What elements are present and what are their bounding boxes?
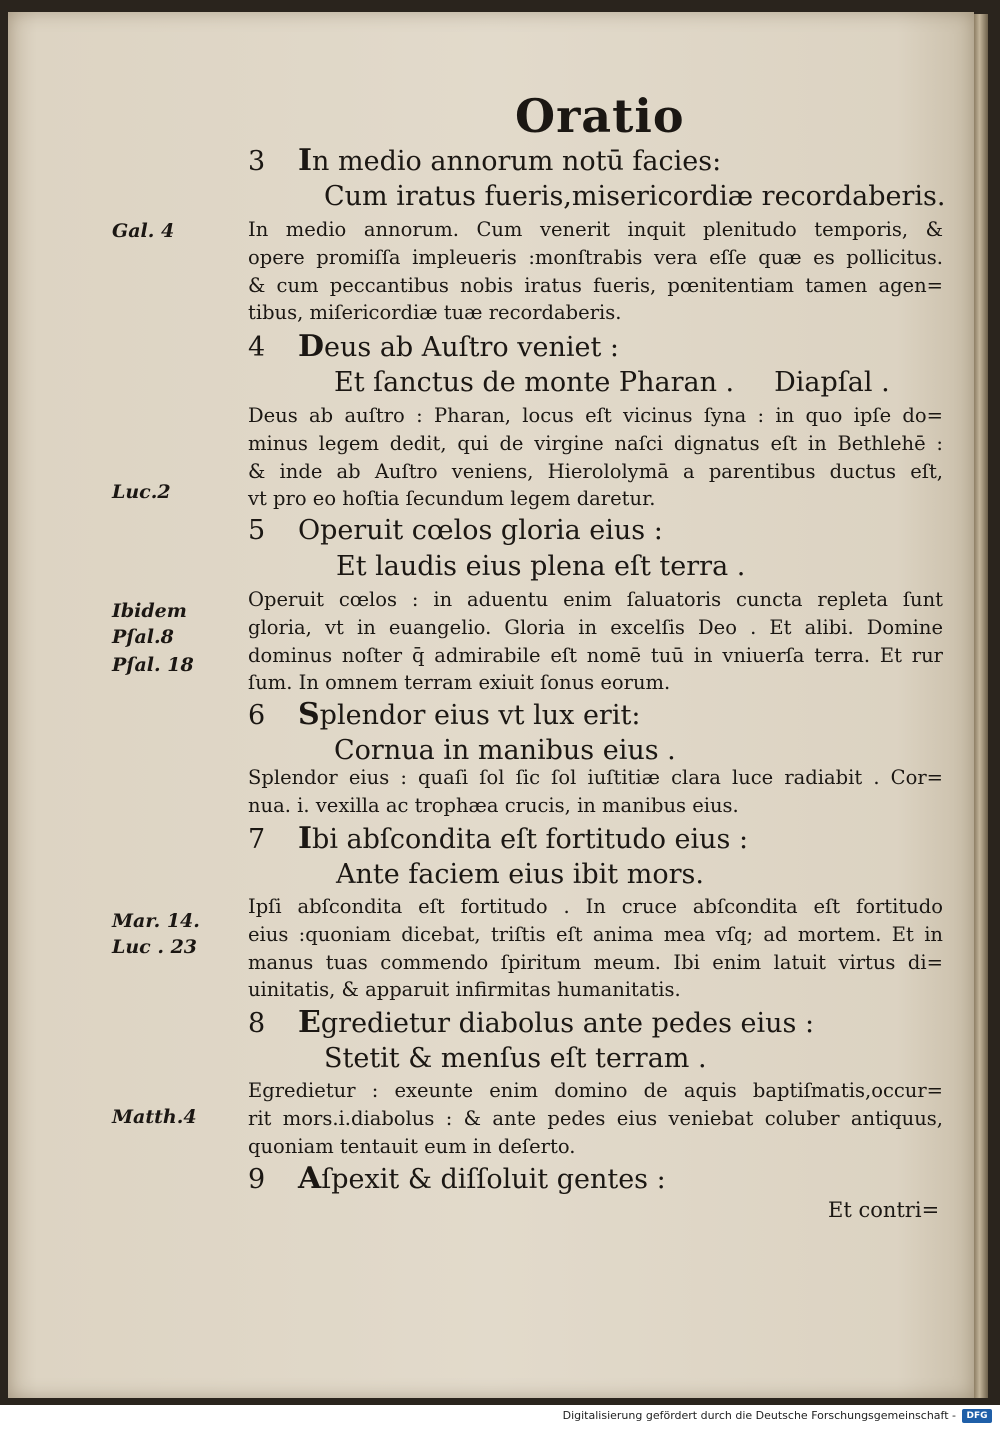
commentary-line: uinitatis, & apparuit infirmitas humanitatis. xyxy=(248,978,681,1002)
marginal-reference: Pſal.8 xyxy=(112,626,174,648)
footer-credit: Digitalisierung gefördert durch die Deutsche Forschungsgemeinschaft - xyxy=(562,1409,956,1422)
commentary-8 xyxy=(248,1077,943,1160)
commentary-line: ſum. In omnem terram exiuit ſonus eorum. xyxy=(248,671,671,695)
marginal-reference: Matth.4 xyxy=(112,1106,197,1128)
verse-8-line-2: Stetit & menſus eſt terram . xyxy=(324,1043,707,1074)
page-title: Oratio xyxy=(515,89,685,143)
verse-4-line-2 xyxy=(334,366,890,400)
drop-initial: E xyxy=(298,1005,321,1040)
commentary-line: rit mors.i.diabolus : & ante pedes eius veniebat coluber antiquus, xyxy=(248,1106,943,1130)
commentary-line: Ipſi abſcondita eſt fortitudo . In cruce abſcondita eſt fortitudo xyxy=(248,895,943,918)
verse-3-line-1 xyxy=(248,144,721,179)
marginal-reference: Pſal. 18 xyxy=(112,654,194,676)
verse-9-line-1 xyxy=(248,1162,666,1197)
commentary-line: Splendor eius : quaſi ſol ſic ſol iuſtitiæ clara luce radiabit . Cor= xyxy=(248,766,943,789)
commentary-line: Operuit cœlos : in aduentu enim ſaluatoris cuncta repleta ſunt xyxy=(248,588,943,611)
commentary-line: Egredietur : exeunte enim domino de aquis baptiſmatis,occur= xyxy=(248,1079,943,1102)
commentary-line: Deus ab auſtro : Pharan, locus eſt vicinus ſyna : in quo ipſe do= xyxy=(248,404,943,427)
marginal-reference: Luc . 23 xyxy=(112,936,198,958)
verse-5-line-1 xyxy=(248,514,663,548)
commentary-line: opere promiſſa impleueris :monſtrabis vera eſſe quæ es pollicitus. xyxy=(248,245,943,269)
drop-initial: I xyxy=(298,143,313,178)
verse-text: ſpexit & diſſoluit gentes : xyxy=(321,1164,666,1195)
verse-3-line-2: Cum iratus fueris,misericordiæ recordaberis. xyxy=(324,181,946,212)
drop-initial: S xyxy=(298,697,320,732)
marginal-reference: Mar. 14. xyxy=(112,910,200,932)
page-edge xyxy=(974,14,988,1398)
verse-8-line-1 xyxy=(248,1006,814,1041)
dfg-logo-icon: DFG xyxy=(962,1409,992,1423)
verse-text: Operuit cœlos gloria eius : xyxy=(298,515,663,546)
verse-7-line-1 xyxy=(248,822,748,857)
commentary-7 xyxy=(248,893,943,1004)
commentary-line: nua. i. vexilla ac trophæa crucis, in manibus eius. xyxy=(248,793,739,817)
commentary-line: quoniam tentauit eum in deſerto. xyxy=(248,1134,576,1158)
diapsalma: Diapſal . xyxy=(774,367,890,398)
catchword: Et contri= xyxy=(828,1198,940,1222)
verse-number: 4 xyxy=(248,332,266,363)
verse-5-line-2: Et laudis eius plena eſt terra . xyxy=(336,551,746,582)
drop-initial: D xyxy=(298,329,325,364)
verse-number: 8 xyxy=(248,1008,266,1039)
commentary-line: In medio annorum. Cum venerit inquit plenitudo temporis, & xyxy=(248,218,943,241)
verse-text: Et ſanctus de monte Pharan . xyxy=(334,367,735,398)
verse-6-line-2: Cornua in manibus eius . xyxy=(334,735,676,766)
verse-number: 7 xyxy=(248,824,266,855)
verse-number: 3 xyxy=(248,146,266,177)
commentary-line: tibus, miſericordiæ tuæ recordaberis. xyxy=(248,301,622,325)
commentary-5 xyxy=(248,586,943,697)
commentary-line: manus tuas commendo ſpiritum meum. Ibi enim latuit virtus di= xyxy=(248,950,943,974)
marginal-reference: Luc.2 xyxy=(112,481,171,503)
verse-number: 9 xyxy=(248,1164,266,1195)
commentary-4 xyxy=(248,402,943,513)
verse-text: eus ab Auſtro veniet : xyxy=(324,332,620,363)
commentary-6 xyxy=(248,764,943,820)
commentary-line: minus legem dedit, qui de virgine naſci dignatus eſt in Bethlehē : xyxy=(248,431,943,455)
marginal-reference: Gal. 4 xyxy=(112,220,175,242)
commentary-line: dominus noſter q̄ admirabile eſt nomē tuū in vniuerſa terra. Et rur xyxy=(248,643,943,667)
drop-initial: A xyxy=(298,1161,322,1196)
verse-7-line-2: Ante faciem eius ibit mors. xyxy=(336,859,704,890)
commentary-3 xyxy=(248,216,943,327)
verse-number: 5 xyxy=(248,515,266,546)
footer-bar xyxy=(0,1405,1000,1429)
commentary-line: & inde ab Auſtro veniens, Hierololymā a parentibus ductus eſt, xyxy=(248,459,943,483)
commentary-line: gloria, vt in euangelio. Gloria in excelſis Deo . Et alibi. Domine xyxy=(248,615,943,639)
verse-text: n medio annorum notū facies: xyxy=(312,146,722,177)
verse-text: plendor eius vt lux erit: xyxy=(319,700,641,731)
commentary-line: & cum peccantibus nobis iratus fueris, pœnitentiam tamen agen= xyxy=(248,273,943,297)
marginal-reference: Ibidem xyxy=(112,600,187,622)
verse-4-line-1 xyxy=(248,330,619,365)
verse-text: gredietur diabolus ante pedes eius : xyxy=(320,1008,815,1039)
verse-number: 6 xyxy=(248,700,266,731)
commentary-line: eius :quoniam dicebat, triſtis eſt anima mea vſq; ad mortem. Et in xyxy=(248,922,943,946)
drop-initial: I xyxy=(298,821,313,856)
verse-text: bi abſcondita eſt fortitudo eius : xyxy=(312,824,749,855)
verse-6-line-1 xyxy=(248,698,640,733)
commentary-line: vt pro eo hoſtia ſecundum legem daretur. xyxy=(248,487,656,511)
